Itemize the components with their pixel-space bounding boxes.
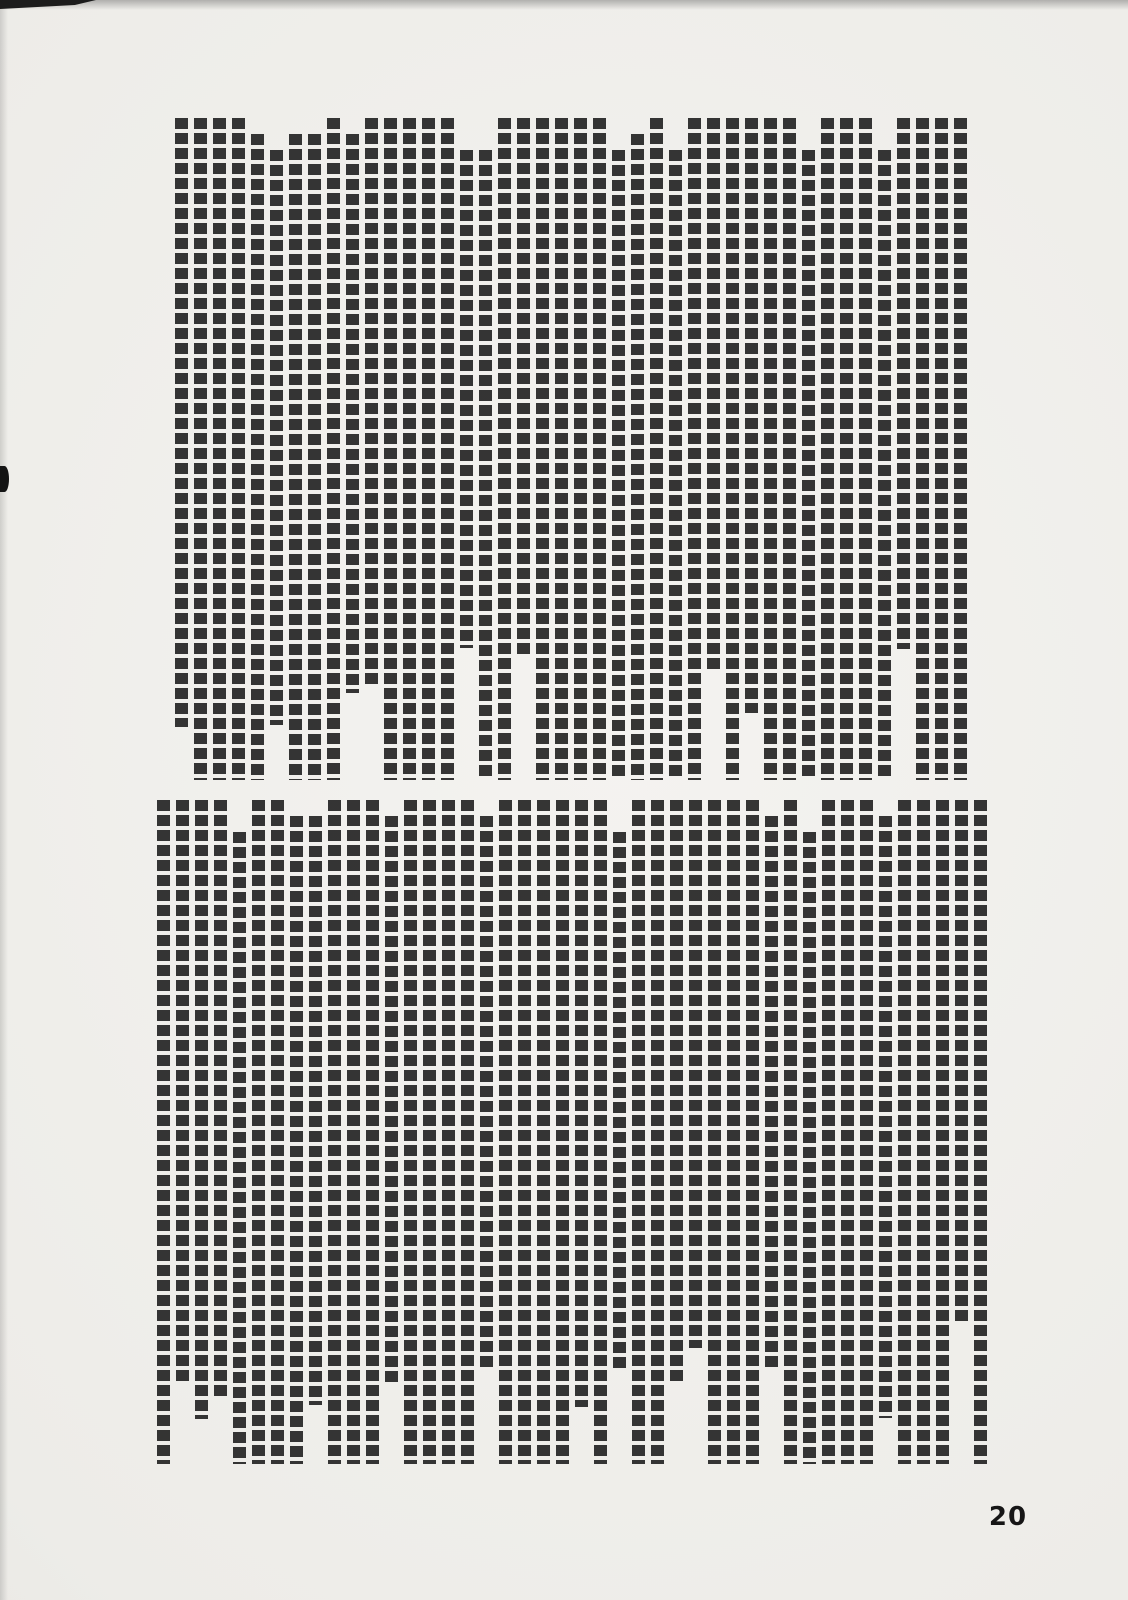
redacted-text-column	[822, 800, 835, 1464]
redacted-text-column	[517, 118, 530, 657]
redacted-text-column	[423, 800, 436, 1464]
scan-artifact-blob	[0, 466, 9, 492]
redacted-text-column	[897, 118, 910, 649]
redacted-text-column	[499, 800, 512, 1464]
redacted-text-column	[479, 150, 492, 780]
redacted-text-column	[308, 134, 321, 780]
redacted-text-column	[327, 118, 340, 780]
redacted-text-column	[726, 118, 739, 780]
redacted-text-column	[214, 800, 227, 1398]
redacted-text-column	[745, 118, 758, 713]
redacted-text-column	[422, 118, 435, 780]
redacted-text-column	[631, 134, 644, 780]
redacted-text-column	[954, 118, 967, 780]
redacted-text-column	[213, 118, 226, 780]
redacted-text-column	[935, 118, 948, 780]
redacted-text-column	[803, 832, 816, 1464]
redacted-text-column	[859, 118, 872, 780]
redacted-text-column	[175, 118, 188, 727]
redacted-text-column	[195, 800, 208, 1419]
redacted-text-column	[650, 118, 663, 780]
redacted-text-column	[878, 150, 891, 780]
redacted-text-column	[385, 816, 398, 1386]
redacted-text-column	[194, 118, 207, 780]
text-block-lower	[153, 800, 987, 1464]
redacted-text-column	[251, 134, 264, 780]
redacted-text-column	[536, 118, 549, 780]
redacted-text-column	[442, 800, 455, 1464]
redacted-text-column	[879, 816, 892, 1418]
redacted-text-column	[651, 800, 664, 1464]
redacted-text-column	[290, 816, 303, 1464]
redacted-text-column	[271, 800, 284, 1464]
redacted-text-column	[176, 800, 189, 1381]
redacted-text-column	[689, 800, 702, 1348]
redacted-text-column	[898, 800, 911, 1464]
redacted-text-column	[556, 800, 569, 1464]
text-block-upper	[163, 118, 967, 780]
redacted-text-column	[480, 816, 493, 1368]
redacted-text-column	[764, 118, 777, 780]
page-number: 20	[988, 1502, 1028, 1532]
redacted-text-column	[860, 800, 873, 1464]
redacted-text-column	[708, 800, 721, 1464]
redacted-text-column	[707, 118, 720, 671]
redacted-text-column	[936, 800, 949, 1464]
redacted-text-column	[233, 832, 246, 1464]
redacted-text-column	[289, 134, 302, 780]
redacted-text-column	[670, 800, 683, 1384]
redacted-text-column	[765, 816, 778, 1367]
redacted-text-column	[347, 800, 360, 1464]
redacted-text-column	[575, 800, 588, 1407]
redacted-text-column	[632, 800, 645, 1464]
redacted-text-column	[688, 118, 701, 780]
redacted-text-column	[916, 118, 929, 780]
redacted-text-column	[460, 150, 473, 648]
redacted-text-column	[518, 800, 531, 1464]
redacted-text-column	[384, 118, 397, 780]
redacted-text-column	[309, 816, 322, 1405]
redacted-text-column	[252, 800, 265, 1464]
redacted-text-column	[328, 800, 341, 1464]
redacted-text-column	[802, 150, 815, 780]
redacted-text-column	[669, 150, 682, 780]
redacted-text-column	[157, 800, 170, 1464]
redacted-text-column	[555, 118, 568, 780]
redacted-text-column	[841, 800, 854, 1464]
redacted-text-column	[613, 832, 626, 1370]
redacted-text-column	[404, 800, 417, 1464]
redacted-text-column	[270, 150, 283, 725]
redacted-text-column	[784, 800, 797, 1464]
redacted-text-column	[783, 118, 796, 780]
redacted-text-column	[746, 800, 759, 1464]
redacted-text-column	[727, 800, 740, 1464]
scan-edge-shading-top	[0, 0, 1128, 10]
redacted-text-column	[594, 800, 607, 1464]
redacted-text-column	[403, 118, 416, 780]
redacted-text-column	[840, 118, 853, 780]
redacted-text-column	[593, 118, 606, 780]
redacted-text-column	[498, 118, 511, 780]
redacted-text-column	[612, 150, 625, 780]
redacted-text-column	[974, 800, 987, 1464]
redacted-text-column	[346, 134, 359, 693]
redacted-text-column	[821, 118, 834, 780]
redacted-text-column	[574, 118, 587, 780]
redacted-text-column	[366, 800, 379, 1464]
redacted-text-column	[955, 800, 968, 1322]
redacted-text-column	[441, 118, 454, 780]
redacted-text-column	[537, 800, 550, 1464]
redacted-text-column	[232, 118, 245, 780]
scan-edge-shading-left	[0, 0, 8, 1600]
redacted-text-column	[917, 800, 930, 1464]
redacted-text-column	[365, 118, 378, 687]
redacted-text-column	[461, 800, 474, 1464]
